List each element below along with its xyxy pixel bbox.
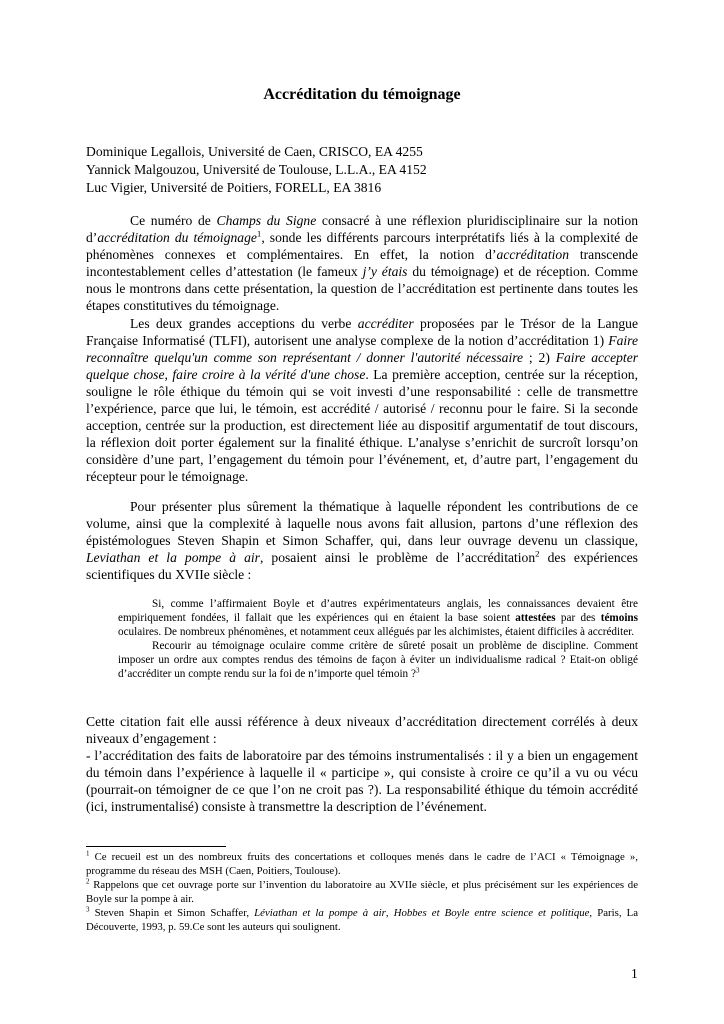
footnote-text: Ce recueil est un des nombreux fruits des concertations et colloques menés dans le cadre de l’ACI « Témoignage », programme du réseau des MSH (Caen, Poitiers, Toulouse). bbox=[86, 851, 638, 877]
bold-text: témoins bbox=[600, 611, 639, 624]
paragraph bbox=[86, 498, 638, 583]
text-run: Pour présenter plus sûrement la thématique à laquelle répondent les contributions de ce volume, ainsi que la complexité à laquelle nous avons fait allusion, partons d’une réflexion des épistémologues Steven Shapin et Simon Schaffer, qui, dans leur ouvrage devenu un classique, bbox=[86, 499, 638, 549]
page-number: 1 bbox=[631, 966, 638, 981]
footnote-ref: 2 bbox=[535, 548, 540, 559]
footnote bbox=[86, 906, 638, 934]
text-run: Les deux grandes acceptions du verbe bbox=[130, 315, 358, 331]
italic-text: Champs du Signe bbox=[216, 213, 317, 228]
text-run: oculaires. De nombreux phénomènes, et notamment ceux allégués par les alchimistes, étaient difficiles à accréditer. bbox=[118, 625, 635, 638]
footnote-number: 2 bbox=[86, 877, 90, 886]
footnote-divider bbox=[86, 846, 226, 847]
italic-text: j’y étais bbox=[362, 264, 408, 280]
footnote-number: 3 bbox=[86, 905, 90, 914]
footnote bbox=[86, 850, 638, 878]
text-run: consacré à une réflexion pluridisciplinaire sur la notion d’ bbox=[86, 213, 639, 246]
page-title: Accréditation du témoignage bbox=[263, 86, 461, 103]
footnote-text: , bbox=[385, 907, 394, 919]
italic-text: Léviathan et la pompe à air bbox=[254, 907, 386, 919]
footnote-number: 1 bbox=[86, 849, 90, 858]
footnotes bbox=[86, 850, 638, 934]
italic-text: Faire reconnaître quelqu'un comme son représentant / donner l'autorité nécessaire bbox=[86, 332, 638, 365]
paragraph-line: - l’accréditation des faits de laboratoire par des témoins instrumentalisés : il y a bien un engagement du témoin dans l’expérience à laquelle il « participe », qui consiste à croire ce qu’il a vu ou vécu (pourrait-on témoigner de ce que l’on ne croit pas ?). La responsabilité éthique du témoin accrédité (ici, instrumentalisé) consiste à transmettre la description de l’événement. bbox=[86, 748, 638, 815]
footnote-ref: 1 bbox=[256, 228, 262, 239]
author-line: Luc Vigier, Université de Poitiers, FORELL, EA 3816 bbox=[86, 180, 382, 195]
italic-text: accréditation bbox=[496, 247, 569, 263]
bold-text: attestées bbox=[515, 611, 556, 624]
italic-text: Leviathan et la pompe à air bbox=[86, 550, 260, 566]
italic-text: Hobbes et Boyle entre science et politique bbox=[393, 907, 590, 919]
text-run: , sonde les différents parcours interprétatifs liés à la complexité de phénomènes connexes et complémentaires. En effet, la notion d’ bbox=[86, 230, 639, 263]
text-run: proposées par le Trésor de la Langue Française Informatisé (TLFI), autorisent une analyse complexe de la notion d’accréditation 1) bbox=[86, 315, 638, 348]
block-quote bbox=[118, 598, 638, 681]
paragraph-line: Cette citation fait elle aussi référence à deux niveaux d’accréditation directement corrélés à deux niveaux d’engagement : bbox=[86, 714, 638, 747]
text-run: Ce numéro de bbox=[130, 213, 217, 228]
text-run: transcende incontestablement celles d’attestation (le fameux bbox=[86, 247, 638, 280]
italic-text: Faire accepter quelque chose, faire croire à la vérité d'une chose bbox=[86, 349, 639, 382]
footnote-text: Steven Shapin et Simon Schaffer, bbox=[89, 907, 255, 919]
text-run: . La première acception, centrée sur la réception, souligne le rôle éthique du témoin qui se voit investi d’une responsabilité : celle de transmettre l’expérience, parce que lui, le témoin, est accrédité / autorisé / reconnu pour le faire. Si la seconde acception, centrée sur la production, est directement liée au dispositif argumentatif de tout discours, la réflexion doit porter également sur la finalité éthique. L’analyse s’enrichit de surcroît lorsqu’on considère d’une part, l’engagement du témoin pour l’événement, et, d’autre part, l’engagement du récepteur pour le témoignage. bbox=[86, 366, 638, 485]
text-run: ; 2) bbox=[523, 349, 556, 365]
author-line: Dominique Legallois, Université de Caen, CRISCO, EA 4255 bbox=[86, 144, 423, 159]
footnote-text: Rappelons que cet ouvrage porte sur l’invention du laboratoire au XVIIe siècle, et plus précisément sur les expériences de Boyle sur la pompe à air. bbox=[86, 879, 638, 905]
text-run: Si, comme l’affirmaient Boyle et d’autres expérimentateurs anglais, les connaissances devaient être empiriquement fondées, il fallait que les expériences qui en étaient la base soient bbox=[118, 598, 638, 624]
footnote-ref: 3 bbox=[415, 665, 420, 674]
paragraph bbox=[86, 315, 638, 486]
footnote-text: , Paris, La Découverte, 1993, p. 59.Ce sont les auteurs qui soulignent. bbox=[86, 907, 639, 933]
intro-paragraphs bbox=[86, 212, 638, 486]
footnote bbox=[86, 878, 638, 906]
text-run: , posaient ainsi le problème de l’accréditation bbox=[259, 550, 536, 566]
text-run: des expériences scientifiques du XVIIe siècle : bbox=[86, 550, 638, 583]
author-line: Yannick Malgouzou, Université de Toulouse, L.L.A., EA 4152 bbox=[86, 162, 427, 177]
paragraph bbox=[86, 212, 638, 315]
author-list bbox=[86, 143, 638, 197]
italic-text: accréditation du témoignage bbox=[97, 230, 257, 246]
quote-paragraph bbox=[118, 598, 638, 640]
text-run: Recourir au témoignage oculaire comme critère de sûreté posait un problème de discipline. Comment imposer un ordre aux comptes rendus des témoins de façon à éviter un individualisme radical ? Etait-on obligé d’accréditer un compte rendu sur la foi de n’importe quel témoin ? bbox=[118, 639, 638, 680]
paragraph bbox=[86, 713, 638, 816]
text-run: par des bbox=[555, 611, 601, 624]
italic-text: accréditer bbox=[357, 315, 414, 331]
quote-paragraph bbox=[118, 640, 638, 682]
text-run: du témoignage) et de réception. Comme nous le montrons dans cette présentation, la question de l’accréditation est pertinente dans toutes les étapes constitutives du témoignage. bbox=[86, 264, 638, 314]
